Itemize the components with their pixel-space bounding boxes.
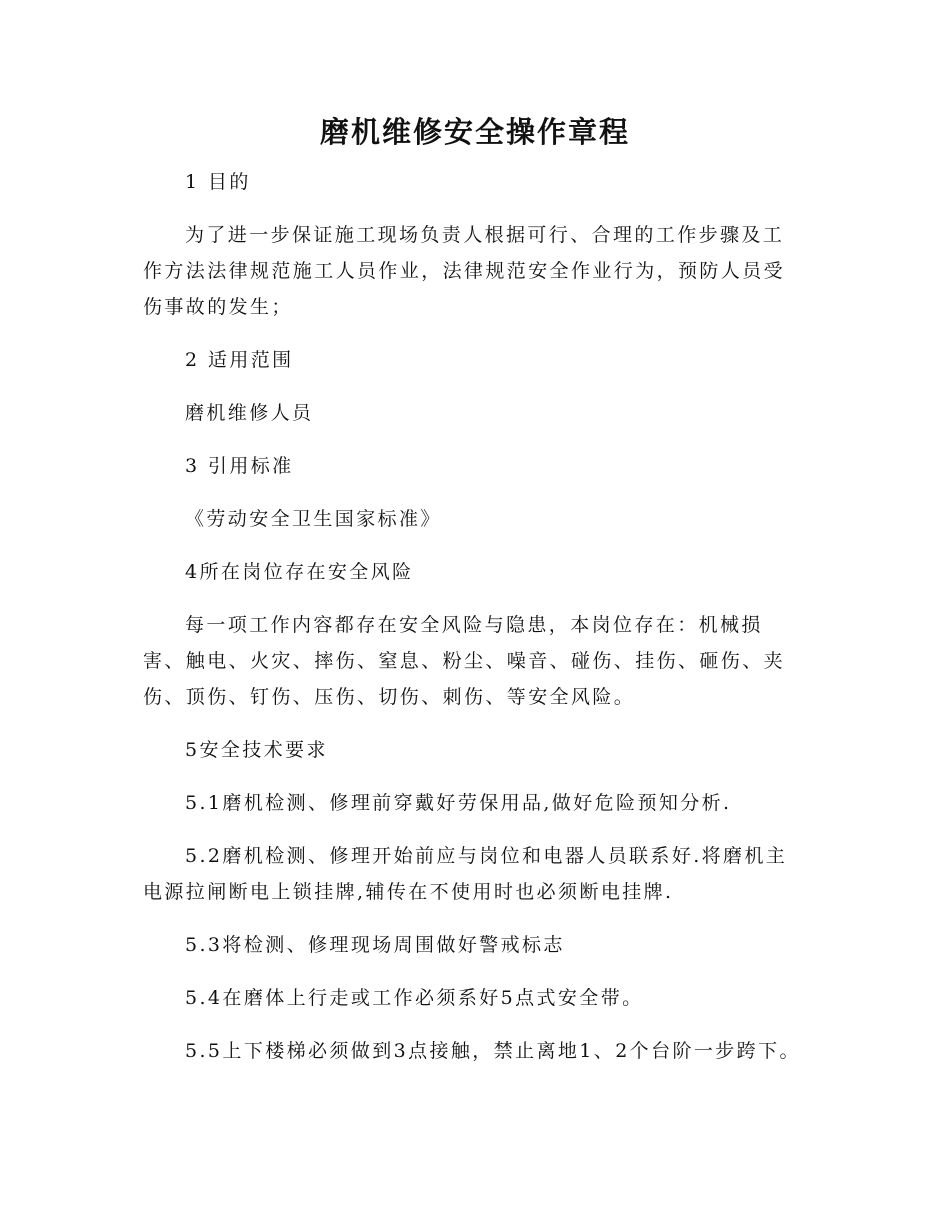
document-body	[143, 164, 803, 1086]
requirement-item: 5.4在磨体上行走或工作必须系好5点式安全带。	[185, 987, 644, 1009]
section-heading-scope: 2 适用范围	[185, 349, 294, 371]
document-title: 磨机维修安全操作章程	[319, 115, 630, 149]
paragraph-references-text: 《劳动安全卫生国家标准》	[185, 508, 442, 530]
paragraph-risks-text: 每一项工作内容都存在安全风险与隐患，本岗位存在：机械损害、触电、火灾、摔伤、窒息、粉尘、噪音、碰伤、挂伤、砸伤、夹伤、顶伤、钉伤、压伤、切伤、刺伤、等安全风险。	[143, 614, 786, 708]
requirement-item: 5.5上下楼梯必须做到3点接触，禁止离地1、2个台阶一步跨下。	[185, 1040, 801, 1062]
requirement-item: 5.3将检测、修理现场周围做好警戒标志	[185, 934, 565, 956]
section-heading-risks: 4所在岗位存在安全风险	[185, 561, 414, 583]
requirement-item: 5.2磨机检测、修理开始前应与岗位和电器人员联系好.将磨机主电源拉闸断电上锁挂牌,辅传在不使用时也必须断电挂牌.	[143, 845, 788, 903]
section-heading-requirements: 5安全技术要求	[185, 739, 328, 761]
requirement-item: 5.1磨机检测、修理前穿戴好劳保用品,做好危险预知分析.	[185, 792, 732, 814]
section-heading-references: 3 引用标准	[185, 455, 294, 477]
paragraph-purpose-text: 为了进一步保证施工现场负责人根据可行、合理的工作步骤及工作方法法律规范施工人员作业，法律规范安全作业行为，预防人员受伤事故的发生；	[143, 224, 786, 318]
section-heading-purpose: 1 目的	[185, 171, 251, 193]
paragraph-scope-text: 磨机维修人员	[185, 402, 314, 424]
